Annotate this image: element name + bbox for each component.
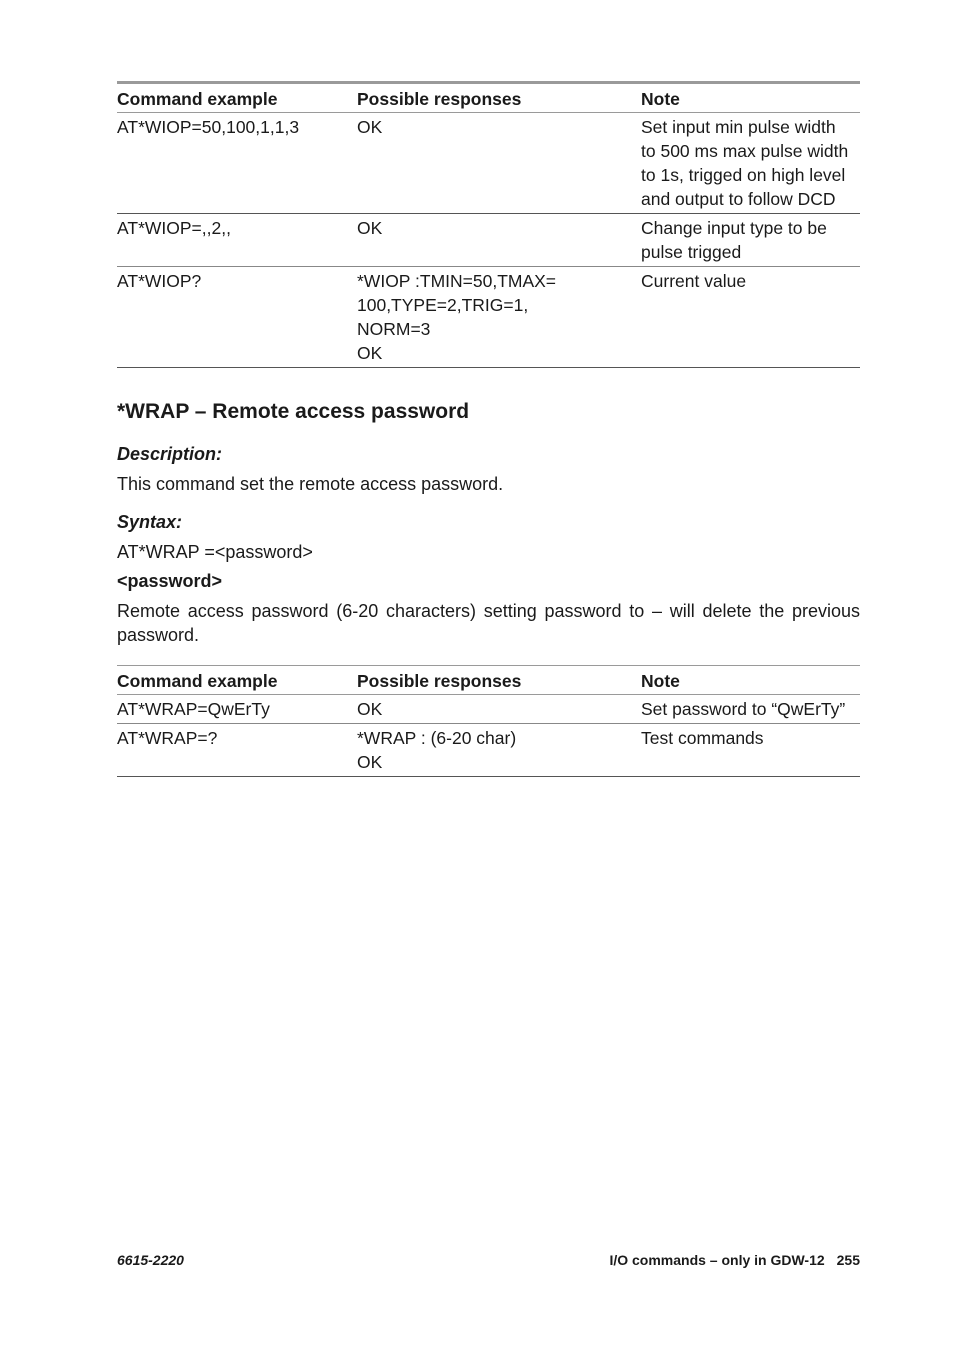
response-line: OK <box>357 752 383 772</box>
parameter-text: Remote access password (6-20 characters) setting password to – will delete the previous password. <box>117 601 860 645</box>
command-cell: AT*WIOP=,,2,, <box>117 214 357 267</box>
footer-page-number: 255 <box>836 1252 860 1268</box>
note-line: Set input min pulse width <box>641 117 836 137</box>
table-header-row <box>117 666 860 695</box>
table-header-row <box>117 83 860 113</box>
response-cell <box>357 113 641 214</box>
note-cell <box>641 214 860 267</box>
note-line: to 1s, trigged on high level <box>641 165 846 185</box>
header-possible-responses: Possible responses <box>357 666 641 695</box>
header-note: Note <box>641 666 860 695</box>
description-text: This command set the remote access password. <box>117 474 504 494</box>
command-cell: AT*WIOP=50,100,1,1,3 <box>117 113 357 214</box>
table-row <box>117 695 860 724</box>
wrap-command-table <box>117 665 860 777</box>
note-cell <box>641 724 860 777</box>
note-cell <box>641 695 860 724</box>
footer-doc-number: 6615-2220 <box>117 1252 184 1268</box>
response-line: NORM=3 <box>357 319 431 339</box>
description-label: Description: <box>117 444 223 464</box>
syntax-text: AT*WRAP =<password> <box>117 542 313 562</box>
footer-chapter-info <box>609 1252 860 1268</box>
response-line: OK <box>357 343 383 363</box>
response-line: OK <box>357 218 383 238</box>
note-line: pulse trigged <box>641 242 742 262</box>
response-cell <box>357 267 641 368</box>
table-row <box>117 214 860 267</box>
command-cell: AT*WIOP? <box>117 267 357 368</box>
syntax-label: Syntax: <box>117 512 183 532</box>
parameter-label: <password> <box>117 571 223 591</box>
response-cell <box>357 214 641 267</box>
note-line: Set password to “QwErTy” <box>641 699 846 719</box>
note-line: and output to follow DCD <box>641 189 836 209</box>
note-line: Test commands <box>641 728 764 748</box>
response-cell <box>357 695 641 724</box>
response-line: OK <box>357 699 383 719</box>
header-command-example: Command example <box>117 666 357 695</box>
section-title: *WRAP – Remote access password <box>117 400 470 423</box>
note-cell <box>641 267 860 368</box>
table-row <box>117 724 860 777</box>
note-line: Change input type to be <box>641 218 827 238</box>
note-cell <box>641 113 860 214</box>
header-command-example: Command example <box>117 83 357 113</box>
footer-chapter: I/O commands – only in GDW-12 <box>609 1252 825 1268</box>
response-line: 100,TYPE=2,TRIG=1, <box>357 295 529 315</box>
header-possible-responses: Possible responses <box>357 83 641 113</box>
response-line: *WIOP :TMIN=50,TMAX= <box>357 271 557 291</box>
wiop-command-table <box>117 81 860 368</box>
response-cell <box>357 724 641 777</box>
table-row <box>117 113 860 214</box>
command-cell: AT*WRAP=? <box>117 724 357 777</box>
table-row <box>117 267 860 368</box>
response-line: OK <box>357 117 383 137</box>
note-line: Current value <box>641 271 747 291</box>
note-line: to 500 ms max pulse width <box>641 141 849 161</box>
command-cell: AT*WRAP=QwErTy <box>117 695 357 724</box>
response-line: *WRAP : (6-20 char) <box>357 728 517 748</box>
header-note: Note <box>641 83 860 113</box>
